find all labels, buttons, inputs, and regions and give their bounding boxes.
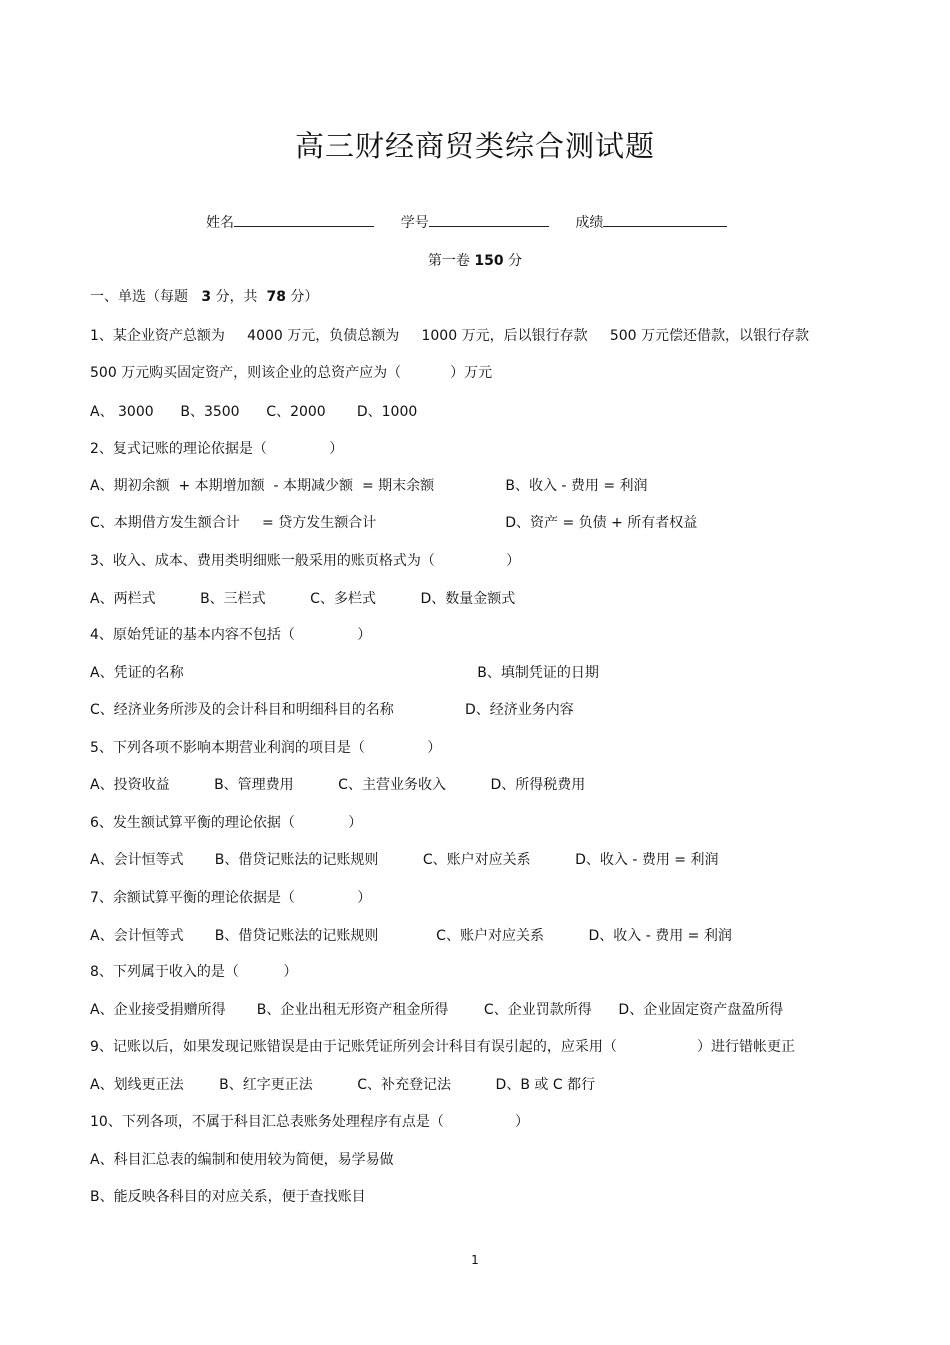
section-heading: 一、单选（每题 3 分，共 78 分） (90, 289, 319, 305)
option-line: A、科目汇总表的编制和使用较为简便，易学易做 (90, 1152, 394, 1168)
question-line: 4、原始凭证的基本内容不包括（ ） (90, 627, 372, 643)
question-line: 10、下列各项，不属于科目汇总表账务处理程序有点是（ ） (90, 1114, 530, 1130)
option-line: A、 3000 B、3500 C、2000 D、1000 (90, 404, 418, 420)
name-blank[interactable] (234, 211, 374, 227)
option-line: C、本期借方发生额合计 = 贷方发生额合计 D、资产 = 负债 + 所有者权益 (90, 515, 698, 531)
option-line: A、两栏式 B、三栏式 C、多栏式 D、数量金额式 (90, 591, 516, 607)
option-line: A、期初余额 + 本期增加额 - 本期减少额 = 期末余额 B、收入 - 费用 = 利润 (90, 478, 648, 494)
question-line: 6、发生额试算平衡的理论依据（ ） (90, 815, 363, 831)
id-blank[interactable] (429, 211, 549, 227)
question-line: 1、某企业资产总额为 4000 万元，负债总额为 1000 万元，后以银行存款 500 万元偿还借款，以银行存款 (90, 328, 809, 344)
volume-header (0, 250, 950, 270)
question-line: 8、下列属于收入的是（ ） (90, 964, 298, 980)
question-line: 7、余额试算平衡的理论依据是（ ） (90, 890, 372, 906)
score-blank[interactable] (603, 211, 727, 227)
option-line: A、会计恒等式 B、借贷记账法的记账规则 C、账户对应关系 D、收入 - 费用 = 利润 (90, 852, 719, 868)
question-line: 500 万元购买固定资产，则该企业的总资产应为（ ）万元 (90, 365, 493, 381)
name-label: 姓名 (206, 215, 234, 231)
volume-unit: 分 (508, 253, 523, 269)
student-info-row (206, 211, 727, 232)
option-line: A、会计恒等式 B、借贷记账法的记账规则 C、账户对应关系 D、收入 - 费用 = 利润 (90, 928, 732, 944)
volume-points: 150 (474, 253, 504, 269)
score-label: 成绩 (575, 215, 604, 231)
option-line: A、凭证的名称 B、填制凭证的日期 (90, 665, 599, 681)
option-line: A、划线更正法 B、红字更正法 C、补充登记法 D、B 或 C 都行 (90, 1077, 596, 1093)
option-line: A、企业接受捐赠所得 B、企业出租无形资产租金所得 C、企业罚款所得 D、企业固定资产盘盈所得 (90, 1002, 784, 1018)
question-line: 9、记账以后，如果发现记账错误是由于记账凭证所列会计科目有误引起的，应采用（ ）进行错帐更正 (90, 1039, 796, 1055)
question-line: 2、复式记账的理论依据是（ ） (90, 441, 344, 457)
volume-label: 第一卷 (427, 253, 470, 269)
question-line: 3、收入、成本、费用类明细账一般采用的账页格式为（ ） (90, 553, 521, 569)
id-label: 学号 (400, 215, 429, 231)
option-line: A、投资收益 B、管理费用 C、主营业务收入 D、所得税费用 (90, 777, 586, 793)
option-line: B、能反映各科目的对应关系，便于查找账目 (90, 1189, 366, 1205)
option-line: C、经济业务所涉及的会计科目和明细科目的名称 D、经济业务内容 (90, 702, 574, 718)
page-number: 1 (471, 1253, 479, 1267)
page-title: 高三财经商贸类综合测试题 (294, 129, 655, 163)
question-line: 5、下列各项不影响本期营业利润的项目是（ ） (90, 740, 442, 756)
